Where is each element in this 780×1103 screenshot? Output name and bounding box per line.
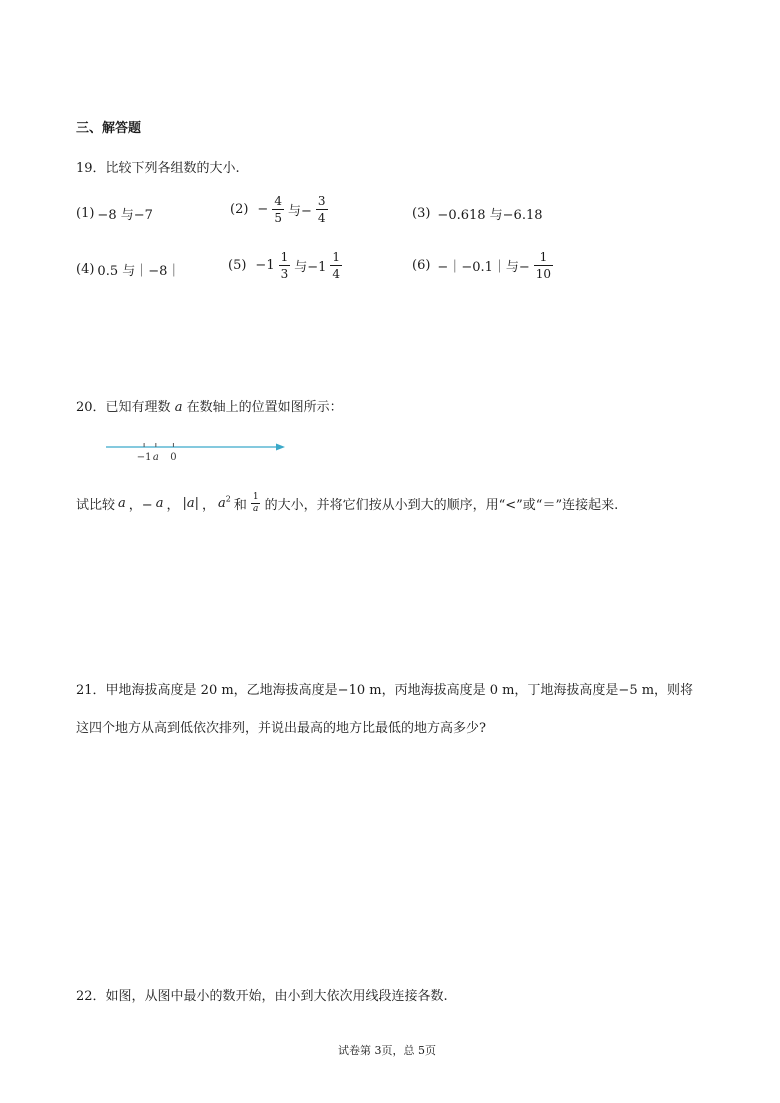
q20-compare-pre: 试比较 <box>76 498 116 513</box>
q21-line-1: 21．甲地海拔高度是 20 m，乙地海拔高度是−10 m，丙地海拔高度是 0 m，丁地海拔高度是−5 m，则将 <box>76 683 694 698</box>
q19-p2-minus: − <box>257 202 269 217</box>
q20-and: 和 <box>233 498 247 513</box>
fraction-denominator: 4 <box>317 211 326 225</box>
fraction-numerator: 1 <box>332 250 341 264</box>
q19-stem: 19．比较下列各组数的大小. <box>76 161 240 176</box>
q19-p2-fraction-b <box>316 195 328 224</box>
fraction-numerator: 3 <box>317 194 326 208</box>
q19-part-3 <box>412 204 543 223</box>
q19-p5-mid: 与−1 <box>294 260 327 275</box>
q19-p6-fraction <box>534 251 553 280</box>
q19-p1-text: −8 与−7 <box>97 208 153 223</box>
q19-part-4 <box>76 260 180 279</box>
fraction-denominator: 4 <box>332 267 341 281</box>
fraction-denominator: a <box>253 504 259 514</box>
q22-stem: 22．如图，从图中最小的数开始，由小到大依次用线段连接各数. <box>76 989 448 1004</box>
q19-p1-label: (1) <box>76 206 95 221</box>
q20-stem-post: 在数轴上的位置如图所示： <box>182 400 343 415</box>
q19-p5-fraction-b <box>330 251 342 280</box>
q19-p4-text: 0.5 与｜−8｜ <box>97 264 181 279</box>
section-title: 三、解答题 <box>76 121 142 136</box>
q20-var-abs-a: |a| <box>182 496 199 511</box>
number-line-arrow <box>276 444 285 451</box>
fraction-denominator: 5 <box>274 211 282 225</box>
q20-var-a: a <box>118 496 126 511</box>
q20-sep-2: ， <box>166 498 180 513</box>
number-line-tick-label: −1 <box>136 452 152 463</box>
q21-line-2: 这四个地方从高到低依次排列，并说出最高的地方比最低的地方高多少? <box>76 721 486 736</box>
q19-p2-mid: 与− <box>287 204 312 219</box>
q19-p6-label: (6) <box>412 258 431 273</box>
q20-exponent: 2 <box>225 494 231 504</box>
q19-part-1 <box>76 204 153 223</box>
q20-stem <box>76 396 343 415</box>
number-line-tick-label: a <box>152 452 159 463</box>
q20-compare <box>76 493 618 514</box>
q20-compare-post: 的大小，并将它们按从小到大的顺序，用“<”或“＝”连接起来. <box>264 498 619 513</box>
q20-fraction-one-over-a <box>251 493 261 514</box>
q19-p2-fraction-a <box>272 195 284 224</box>
number-line <box>106 436 291 464</box>
fraction-denominator: 10 <box>535 267 552 281</box>
fraction-numerator: 1 <box>539 250 548 264</box>
fraction-numerator: 1 <box>280 250 289 264</box>
q19-part-6 <box>412 251 554 280</box>
q19-part-5 <box>228 251 343 280</box>
fraction-numerator: 1 <box>252 492 259 502</box>
q20-stem-var: a <box>174 400 183 415</box>
number-line-tick-label: 0 <box>170 452 177 463</box>
q19-p3-label: (3) <box>412 206 431 221</box>
q19-p5-pre: −1 <box>255 258 275 273</box>
q20-var-a-squared: a <box>218 496 226 511</box>
q20-sep-1: ，− <box>128 498 153 513</box>
q19-p3-text: −0.618 与−6.18 <box>437 208 543 223</box>
q19-part-2 <box>230 195 329 224</box>
q19-p5-fraction-a <box>279 251 291 280</box>
fraction-numerator: 4 <box>274 194 282 208</box>
fraction-denominator: 3 <box>280 267 289 281</box>
q19-p2-label: (2) <box>230 202 249 217</box>
q19-p6-text: −｜−0.1｜与− <box>437 260 530 275</box>
q20-stem-pre: 20．已知有理数 <box>76 400 175 415</box>
page-footer: 试卷第 3页，总 5页 <box>338 1044 436 1057</box>
q20-sep-3: ， <box>201 498 215 513</box>
q19-p5-label: (5) <box>228 258 247 273</box>
q20-var-neg-a: a <box>155 496 164 511</box>
q19-p4-label: (4) <box>76 262 95 277</box>
